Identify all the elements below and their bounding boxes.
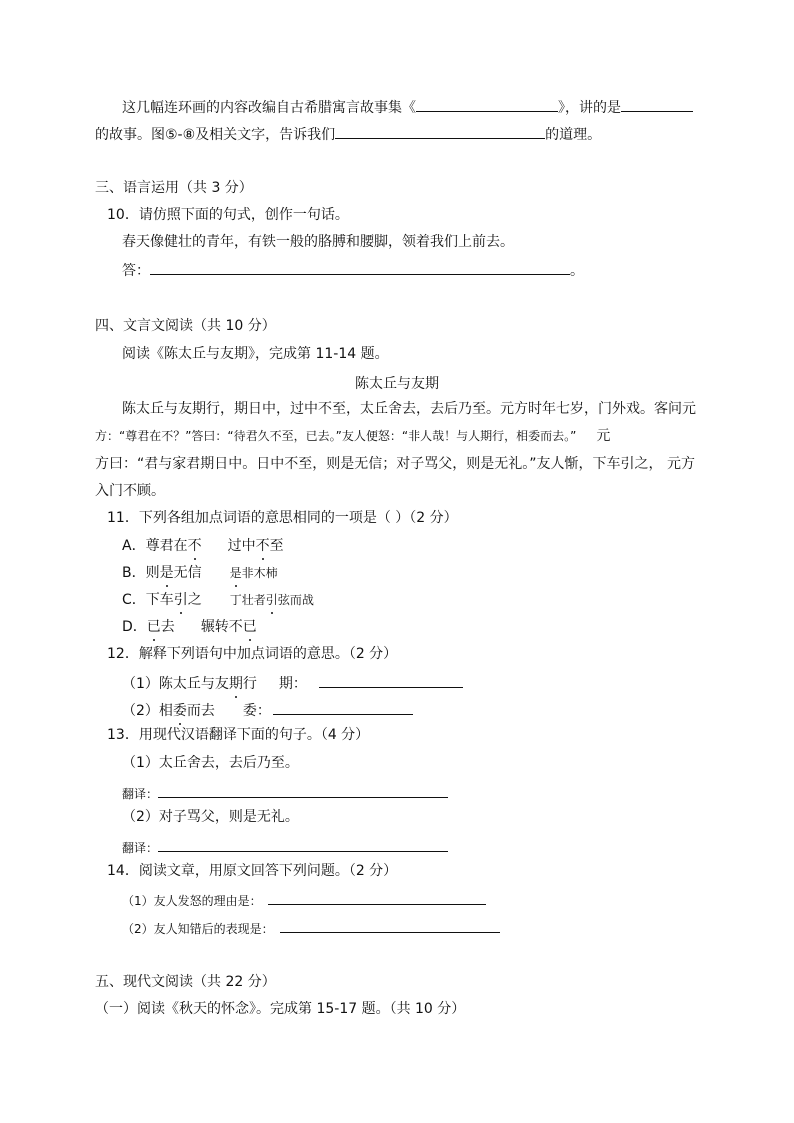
passage-line <box>95 427 610 445</box>
option-text: 非木柿 <box>241 566 278 580</box>
dotted-word: 期 <box>228 676 243 692</box>
option-text: 无信 <box>173 565 202 581</box>
section-heading: 五、现代文阅读（共 22 分） <box>95 974 276 990</box>
option-text: 下车 <box>145 592 174 608</box>
passage-line: 方曰：“君与家君期日中。日中不至，则是无信；对子骂父，则是无礼。”友人惭，下车引之， 元方 <box>95 456 695 472</box>
q12-item-2 <box>122 700 413 720</box>
option-letter: A． <box>122 538 146 554</box>
option-text: 尊君在 <box>145 538 188 554</box>
option-text: 丁壮者 <box>229 593 266 607</box>
item-word: 委： <box>242 703 271 719</box>
item-text: （2）友人知错后的表现是： <box>122 922 274 936</box>
dotted-word: 已 <box>242 619 257 635</box>
question-10: 10．请仿照下面的句式，创作一句话。 <box>107 207 349 223</box>
item-text: （1）陈太丘与友 <box>122 676 229 692</box>
passage-line: 陈太丘与友期行，期日中，过中不至，太丘舍去，去后乃至。元方时年七岁，门外戏。客问元 <box>122 401 696 417</box>
section-heading: 三、语言运用（共 3 分） <box>95 180 253 196</box>
item-text: 而去 <box>186 703 215 719</box>
option-text: 至 <box>269 538 284 554</box>
intro-line-2 <box>95 124 601 144</box>
intro-text: 的道理。 <box>545 127 602 143</box>
option-c[interactable] <box>122 591 314 609</box>
intro-text: 的故事。图⑤-⑧及相关文字，告诉我们 <box>95 127 336 143</box>
answer-blank[interactable] <box>280 918 500 933</box>
option-d[interactable] <box>122 618 257 636</box>
question-14: 14．阅读文章，用原文回答下列问题。（2 分） <box>107 863 398 879</box>
dotted-word: 已 <box>146 619 161 635</box>
intro-line-1 <box>122 97 693 117</box>
q14-item-2 <box>122 918 500 938</box>
item-text: （2）相 <box>122 703 173 719</box>
intro-text: 这几幅连环画的内容改编自古希腊寓言故事集《 <box>122 100 416 116</box>
option-text: 则 <box>145 565 160 581</box>
option-a[interactable] <box>122 537 284 555</box>
q14-item-1 <box>122 890 486 910</box>
answer-blank[interactable] <box>150 260 570 275</box>
answer-blank[interactable] <box>268 890 486 905</box>
reading-instruction: 阅读《陈太丘与友期》，完成第 11-14 题。 <box>122 346 389 362</box>
dotted-word: 委 <box>172 703 187 719</box>
option-text: 之 <box>187 592 202 608</box>
answer-blank[interactable] <box>335 124 545 139</box>
option-text: 弦而战 <box>277 593 314 607</box>
passage-text: 元 <box>596 428 611 444</box>
item-text: 行 <box>242 676 257 692</box>
answer-line <box>122 260 584 280</box>
q13-item-2: （2）对子骂父，则是无礼。 <box>122 809 299 825</box>
option-b[interactable] <box>122 564 278 582</box>
answer-blank[interactable] <box>158 837 448 852</box>
dotted-word: 引 <box>265 593 278 607</box>
answer-label: 答： <box>122 263 150 279</box>
answer-blank[interactable] <box>158 783 448 798</box>
q12-item-1 <box>122 673 463 693</box>
dotted-word: 不 <box>187 538 202 554</box>
question-12: 12．解释下列语句中加点词语的意思。（2 分） <box>107 646 398 662</box>
answer-end: 。 <box>570 263 584 279</box>
example-sentence: 春天像健壮的青年，有铁一般的胳膊和腰脚，领着我们上前去。 <box>122 234 514 250</box>
intro-text: 》，讲的是 <box>558 100 621 116</box>
answer-blank[interactable] <box>319 673 463 688</box>
passage-text: 方：“尊君在不？”答曰：“待君久不至，已去。”友人便怒：“非人哉！与人期行，相委而去。” <box>95 429 577 443</box>
dotted-word: 不 <box>255 538 270 554</box>
subsection-heading: （一）阅读《秋天的怀念》。完成第 15-17 题。（共 10 分） <box>95 1001 466 1017</box>
option-letter: C． <box>122 592 146 608</box>
option-letter: B． <box>122 565 146 581</box>
question-13: 13．用现代汉语翻译下面的句子。（4 分） <box>107 727 370 743</box>
answer-blank[interactable] <box>621 97 693 112</box>
item-word: 期： <box>278 676 307 692</box>
dotted-word: 是 <box>229 566 242 580</box>
dotted-word: 是 <box>159 565 174 581</box>
question-11: 11．下列各组加点词语的意思相同的一项是（ ）（2 分） <box>107 510 458 526</box>
translate-label: 翻译： <box>122 787 159 801</box>
option-text: 辗转不 <box>200 619 243 635</box>
translate-line <box>122 837 448 857</box>
translate-line <box>122 783 448 803</box>
section-heading: 四、文言文阅读（共 10 分） <box>95 318 276 334</box>
passage-title: 陈太丘与友期 <box>355 376 439 392</box>
dotted-word: 引 <box>173 592 188 608</box>
q13-item-1: （1）太丘舍去，去后乃至。 <box>122 755 299 771</box>
passage-line: 入门不顾。 <box>95 483 165 499</box>
option-text: 过中 <box>227 538 256 554</box>
translate-label: 翻译： <box>122 841 159 855</box>
answer-blank[interactable] <box>273 700 413 715</box>
answer-blank[interactable] <box>416 97 558 112</box>
option-text: 去 <box>160 619 175 635</box>
option-letter: D． <box>122 619 147 635</box>
item-text: （1）友人发怒的理由是： <box>122 894 262 908</box>
